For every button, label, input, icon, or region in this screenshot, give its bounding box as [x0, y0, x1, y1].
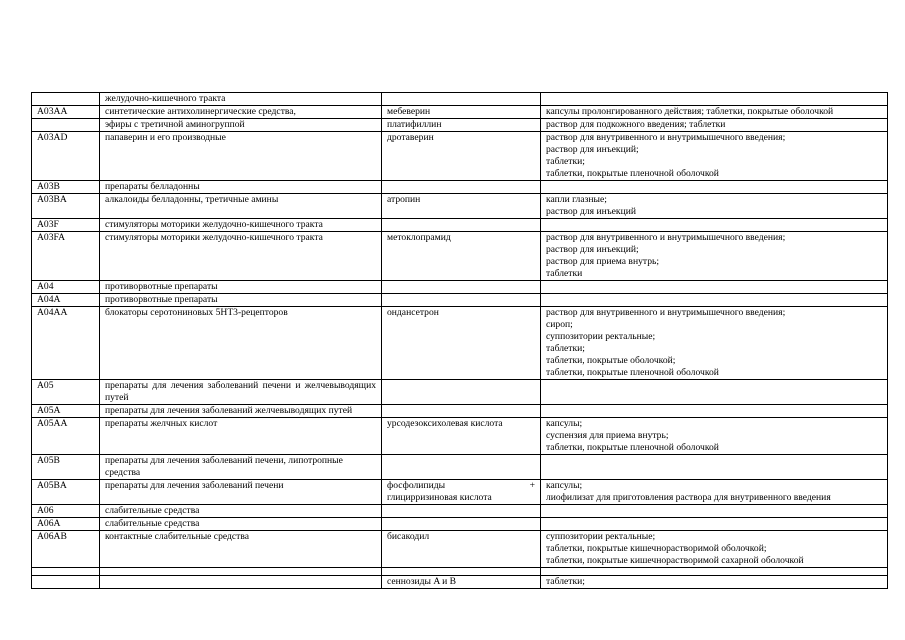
table-row — [32, 480, 888, 505]
dosage-form: лиофилизат для приготовления раствора для внутривенного введения — [546, 492, 831, 503]
dosage-form: суппозитории ректальные; — [546, 531, 656, 542]
inn-cell — [382, 568, 541, 576]
table-row — [32, 576, 888, 589]
forms-cell — [541, 518, 888, 531]
table-row — [32, 518, 888, 531]
group-cell: блокаторы серотониновых 5HT3-рецепторов — [100, 307, 382, 380]
atc-code-cell: A03AA — [32, 106, 100, 119]
atc-code-cell: A03FA — [32, 232, 100, 281]
atc-code-cell: A06A — [32, 518, 100, 531]
inn-cell: бисакодил — [382, 531, 541, 568]
group-cell: синтетические антихолинергические средства, — [100, 106, 382, 119]
group-cell: препараты для лечения заболеваний печени — [100, 480, 382, 505]
atc-code-cell: A06AB — [32, 531, 100, 568]
forms-cell — [541, 455, 888, 480]
forms-cell — [541, 232, 888, 281]
table-row — [32, 106, 888, 119]
forms-cell — [541, 219, 888, 232]
group-cell — [100, 568, 382, 576]
drug-list-table-body — [32, 93, 888, 589]
forms-cell — [541, 93, 888, 106]
inn-cell: метоклопрамид — [382, 232, 541, 281]
atc-code-cell — [32, 568, 100, 576]
dosage-form: суспензия для приема внутрь; — [546, 430, 669, 441]
atc-code-cell: A05BA — [32, 480, 100, 505]
table-row — [32, 181, 888, 194]
group-cell: контактные слабительные средства — [100, 531, 382, 568]
forms-cell — [541, 307, 888, 380]
dosage-form: таблетки; — [546, 576, 585, 587]
forms-cell — [541, 181, 888, 194]
table-row — [32, 307, 888, 380]
dosage-form: капсулы пролонгированного действия; таблетки, покрытые оболочкой — [546, 106, 834, 117]
inn-cell: сеннозиды A и B — [382, 576, 541, 589]
forms-cell — [541, 405, 888, 418]
group-cell: эфиры с третичной аминогруппой — [100, 119, 382, 132]
inn-cell — [382, 380, 541, 405]
atc-code-cell — [32, 93, 100, 106]
table-row — [32, 93, 888, 106]
inn-part: глицирризиновая кислота — [387, 492, 492, 503]
atc-code-cell: A03B — [32, 181, 100, 194]
inn-cell: атропин — [382, 194, 541, 219]
forms-cell — [541, 576, 888, 589]
atc-code-cell: A04A — [32, 294, 100, 307]
forms-cell — [541, 418, 888, 455]
table-row — [32, 505, 888, 518]
dosage-form: таблетки, покрытые кишечнорастворимой оболочкой; — [546, 543, 767, 554]
dosage-form: раствор для инъекций; — [546, 244, 639, 255]
atc-code-cell: A05A — [32, 405, 100, 418]
dosage-form: раствор для инъекций — [546, 206, 636, 217]
group-cell: препараты для лечения заболеваний печени и желчевыводящих путей — [100, 380, 382, 405]
group-cell: папаверин и его производные — [100, 132, 382, 181]
forms-cell — [541, 531, 888, 568]
dosage-form: капли глазные; — [546, 194, 607, 205]
dosage-form: сироп; — [546, 319, 573, 330]
table-row — [32, 194, 888, 219]
plus-sign: + — [529, 480, 535, 491]
atc-code-cell: A06 — [32, 505, 100, 518]
group-cell: стимуляторы моторики желудочно-кишечного тракта — [100, 219, 382, 232]
dosage-form: таблетки, покрытые пленочной оболочкой — [546, 168, 719, 179]
atc-code-cell — [32, 576, 100, 589]
inn-part: фосфолипиды — [387, 480, 446, 491]
table-row — [32, 531, 888, 568]
forms-cell — [541, 132, 888, 181]
forms-cell — [541, 106, 888, 119]
inn-cell: ондансетрон — [382, 307, 541, 380]
atc-code-cell: A05AA — [32, 418, 100, 455]
dosage-form: таблетки, покрытые кишечнорастворимой сахарной оболочкой — [546, 555, 804, 566]
inn-cell — [382, 455, 541, 480]
dosage-form: таблетки, покрытые пленочной оболочкой — [546, 367, 719, 378]
dosage-form: суппозитории ректальные; — [546, 331, 656, 342]
forms-cell — [541, 294, 888, 307]
forms-cell — [541, 119, 888, 132]
atc-code-cell: A05B — [32, 455, 100, 480]
forms-cell — [541, 380, 888, 405]
atc-code-cell: A03AD — [32, 132, 100, 181]
inn-cell: мебеверин — [382, 106, 541, 119]
inn-cell: урсодезоксихолевая кислота — [382, 418, 541, 455]
atc-code-cell: A05 — [32, 380, 100, 405]
drug-list-table — [31, 92, 888, 589]
inn-cell — [382, 219, 541, 232]
forms-cell — [541, 568, 888, 576]
inn-line — [387, 480, 535, 492]
group-cell: стимуляторы моторики желудочно-кишечного тракта — [100, 232, 382, 281]
group-cell: препараты для лечения заболеваний желчевыводящих путей — [100, 405, 382, 418]
forms-cell — [541, 194, 888, 219]
dosage-form: таблетки, покрытые пленочной оболочкой — [546, 442, 719, 453]
table-row — [32, 418, 888, 455]
atc-code-cell: A03BA — [32, 194, 100, 219]
forms-cell — [541, 480, 888, 505]
inn-cell — [382, 294, 541, 307]
dosage-form: таблетки — [546, 268, 583, 279]
table-row — [32, 132, 888, 181]
dosage-form: таблетки; — [546, 343, 585, 354]
dosage-form: раствор для внутривенного и внутримышечного введения; — [546, 232, 786, 243]
forms-cell — [541, 281, 888, 294]
inn-cell — [382, 480, 541, 505]
table-row — [32, 568, 888, 576]
inn-cell — [382, 281, 541, 294]
table-row — [32, 455, 888, 480]
table-row — [32, 219, 888, 232]
group-cell: желудочно-кишечного тракта — [100, 93, 382, 106]
dosage-form: раствор для приема внутрь; — [546, 256, 660, 267]
atc-code-cell: A04 — [32, 281, 100, 294]
group-cell: слабительные средства — [100, 505, 382, 518]
group-cell: слабительные средства — [100, 518, 382, 531]
inn-cell — [382, 518, 541, 531]
atc-code-cell: A04AA — [32, 307, 100, 380]
atc-code-cell — [32, 119, 100, 132]
dosage-form: раствор для инъекций; — [546, 144, 639, 155]
dosage-form: раствор для внутривенного и внутримышечного введения; — [546, 307, 786, 318]
inn-cell: платифиллин — [382, 119, 541, 132]
dosage-form: раствор для внутривенного и внутримышечного введения; — [546, 132, 786, 143]
dosage-form: таблетки, покрытые оболочкой; — [546, 355, 676, 366]
table-row — [32, 380, 888, 405]
atc-code-cell: A03F — [32, 219, 100, 232]
dosage-form: таблетки; — [546, 156, 585, 167]
inn-cell — [382, 93, 541, 106]
table-row — [32, 281, 888, 294]
inn-cell: дротаверин — [382, 132, 541, 181]
group-cell: препараты желчных кислот — [100, 418, 382, 455]
forms-cell — [541, 505, 888, 518]
group-cell — [100, 576, 382, 589]
inn-cell — [382, 505, 541, 518]
inn-cell — [382, 405, 541, 418]
group-cell: препараты белладонны — [100, 181, 382, 194]
inn-cell — [382, 181, 541, 194]
dosage-form: раствор для подкожного введения; таблетки — [546, 119, 726, 130]
group-cell: противорвотные препараты — [100, 281, 382, 294]
group-cell: препараты для лечения заболеваний печени, липотропные средства — [100, 455, 382, 480]
table-row — [32, 232, 888, 281]
table-row — [32, 119, 888, 132]
group-cell: алкалоиды белладонны, третичные амины — [100, 194, 382, 219]
table-row — [32, 294, 888, 307]
group-cell: противорвотные препараты — [100, 294, 382, 307]
table-row — [32, 405, 888, 418]
dosage-form: капсулы; — [546, 418, 583, 429]
dosage-form: капсулы; — [546, 480, 583, 491]
